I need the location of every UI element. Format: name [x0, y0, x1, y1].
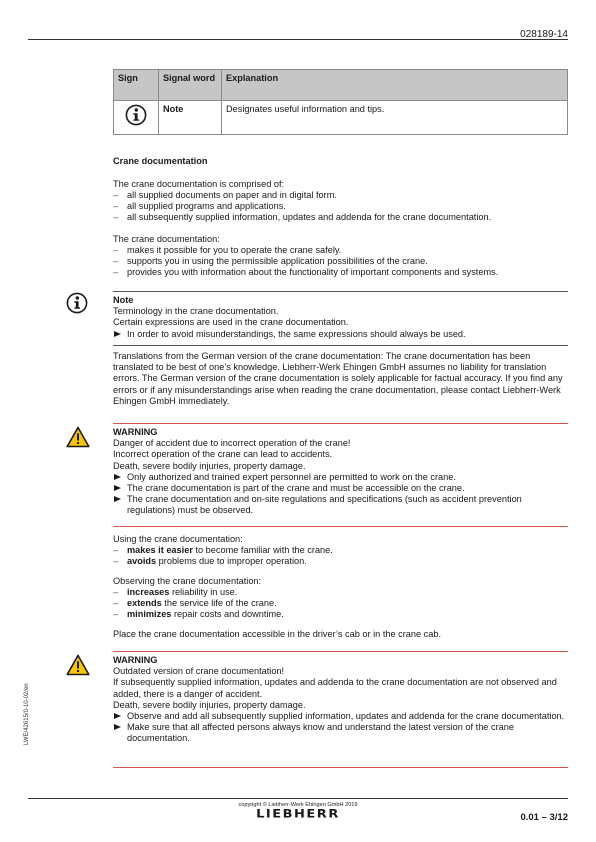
- intro-list: [113, 190, 568, 224]
- list-item: Make sure that all affected persons always know and understand the latest version of the crane documentation.: [113, 722, 568, 744]
- info-icon: [66, 292, 88, 314]
- note-title: Note: [113, 295, 134, 305]
- table-header-row: [114, 70, 568, 101]
- page-number: 0.01 – 3/12: [520, 812, 568, 823]
- list-item-text: problems due to improper operation.: [156, 556, 307, 567]
- list-item: [113, 545, 568, 556]
- note-line: Terminology in the crane documentation.: [113, 306, 279, 317]
- list-item: – all supplied programs and applications.: [113, 201, 568, 212]
- info-icon: [125, 104, 147, 126]
- warning2-line: Death, severe bodily injuries, property damage.: [113, 699, 306, 710]
- warning1-title: WARNING: [113, 427, 158, 437]
- list-item: – supports you in using the permissible application possibilities of the crane.: [113, 256, 568, 267]
- footer-rule: [28, 798, 568, 799]
- note-bottom-rule: [113, 345, 568, 346]
- warning-triangle-icon: [66, 426, 90, 448]
- side-document-code: LWE/42615/0-10-02/en: [24, 683, 30, 745]
- list-item-emphasis: extends: [127, 598, 162, 609]
- copyright: copyright © Liebherr-Werk Ehingen GmbH 2019: [238, 802, 358, 808]
- warning2-line: If subsequently supplied information, updates and addenda to the crane documentation are not observed and added, there is a danger of accident.: [113, 677, 557, 699]
- explanation-cell: Designates useful information and tips.: [222, 101, 568, 135]
- warning1-line: Death, severe bodily injuries, property damage.: [113, 460, 306, 471]
- warning2-top-rule: [113, 651, 568, 652]
- warning1-line: Danger of accident due to incorrect operation of the crane!: [113, 438, 351, 449]
- section-title: Crane documentation: [113, 156, 208, 166]
- list-item: In order to avoid misunderstandings, the same expressions should always be used.: [113, 329, 568, 340]
- observing-list: [113, 587, 568, 621]
- warning2-line: Outdated version of crane documentation!: [113, 666, 285, 677]
- translations-paragraph: Translations from the German version of the crane documentation: The crane documentation has been translated to be best of one’s knowledge. Liebherr-Werk Ehingen GmbH assumes no liability for translation errors. The German version of the crane documentation is solely applicable for factual accuracy. If you find any errors or if any misunderstandings arise when reading the crane documentation, please contact Liebherr-Werk Ehingen GmbH immediately.: [113, 351, 563, 406]
- list-item: – all subsequently supplied information, updates and addenda for the crane documentation.: [113, 212, 568, 223]
- note-box: [113, 295, 568, 340]
- list-item: – provides you with information about the functionality of important components and systems.: [113, 267, 568, 278]
- signal-word-cell: Note: [159, 101, 222, 135]
- list-item: [113, 587, 568, 598]
- warning1-box: [113, 427, 568, 517]
- list-item: The crane documentation is part of the crane and must be accessible on the crane.: [113, 483, 568, 494]
- warning2-actions: [113, 711, 568, 745]
- brand-logo: LIEBHERR: [256, 807, 340, 822]
- list-item-text: repair costs and downtime.: [171, 609, 284, 620]
- list-item: [113, 609, 568, 620]
- sign-explanation-table: [113, 69, 568, 135]
- header-explanation: Explanation: [222, 70, 568, 101]
- warning1-bottom-rule: [113, 526, 568, 527]
- header-sign: Sign: [114, 70, 159, 101]
- note-actions: [113, 329, 568, 340]
- warning1-top-rule: [113, 423, 568, 424]
- purpose-lead: The crane documentation:: [113, 234, 220, 244]
- sign-cell: [114, 101, 159, 135]
- note-line: Certain expressions are used in the crane documentation.: [113, 317, 349, 328]
- list-item: [113, 556, 568, 567]
- list-item: Observe and add all subsequently supplied information, updates and addenda for the crane documentation.: [113, 711, 568, 722]
- header-signal-word: Signal word: [159, 70, 222, 101]
- table-row: [114, 101, 568, 135]
- list-item-text: to become familiar with the crane.: [192, 545, 333, 555]
- using-list: [113, 545, 568, 567]
- warning1-line: Incorrect operation of the crane can lead to accidents.: [113, 449, 333, 460]
- warning2-box: [113, 655, 568, 745]
- warning2-bottom-rule: [113, 767, 568, 768]
- header-rule: [28, 39, 568, 40]
- list-item: Only authorized and trained expert personnel are permitted to work on the crane.: [113, 472, 568, 483]
- document-number: 028189-14: [520, 29, 568, 40]
- list-item-emphasis: avoids: [127, 556, 157, 567]
- place-paragraph: Place the crane documentation accessible in the driver’s cab or in the crane cab.: [113, 629, 442, 639]
- list-item-emphasis: minimizes: [127, 609, 172, 620]
- list-item-emphasis: makes it easier: [127, 545, 193, 555]
- purpose-list: [113, 245, 568, 279]
- list-item-text: reliability in use.: [169, 587, 238, 597]
- list-item: [113, 598, 568, 609]
- list-item: – makes it possible for you to operate the crane safely.: [113, 245, 568, 256]
- observing-lead: Observing the crane documentation:: [113, 576, 262, 586]
- list-item: – all supplied documents on paper and in digital form.: [113, 190, 568, 201]
- list-item-text: the service life of the crane.: [161, 598, 277, 609]
- list-item-emphasis: increases: [127, 587, 170, 597]
- warning-triangle-icon: [66, 654, 90, 676]
- warning1-actions: [113, 472, 568, 517]
- using-lead: Using the crane documentation:: [113, 534, 243, 544]
- list-item: The crane documentation and on-site regulations and specifications (such as accident prevention regulations) must be observed.: [113, 494, 568, 516]
- note-top-rule: [113, 291, 568, 292]
- intro-lead: The crane documentation is comprised of:: [113, 179, 285, 189]
- warning2-title: WARNING: [113, 655, 158, 665]
